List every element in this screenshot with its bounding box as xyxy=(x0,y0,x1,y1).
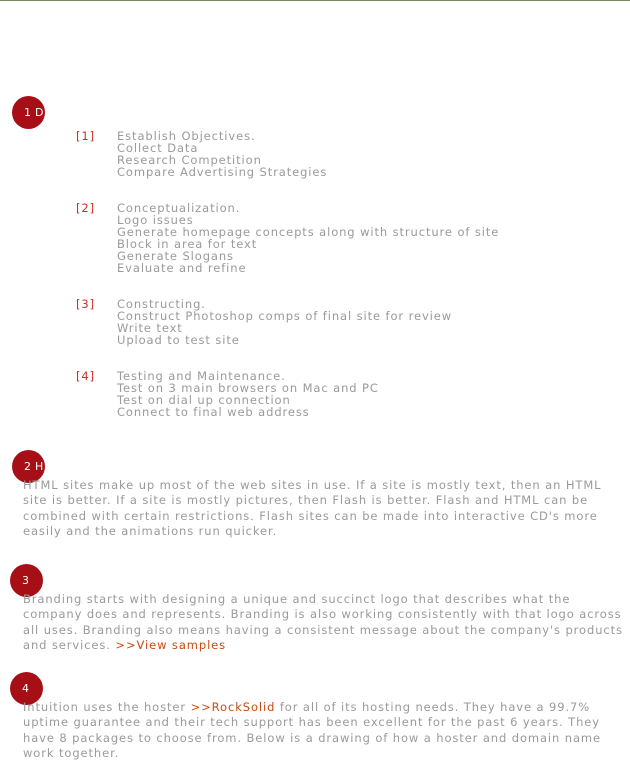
step-detail: Connect to final web address xyxy=(117,405,310,419)
link-arrows: >> xyxy=(115,637,137,652)
step-detail: Generate homepage concepts along with structure of site xyxy=(117,225,500,239)
hosting-paragraph xyxy=(23,700,630,761)
step-detail: Test on dial up connection xyxy=(117,393,291,407)
hosting-text-end: for all of its hosting needs. They have a 99.7% uptime guarantee and their tech support has been excellent for the past 6 years. They have 8 packages to choose from. Below is a drawing of how a hoster and domain name work together. xyxy=(23,700,601,760)
link-initial: R xyxy=(211,700,221,714)
step-title: Constructing. xyxy=(117,297,206,311)
step-detail: Compare Advertising Strategies xyxy=(117,165,328,179)
link-initial: V xyxy=(136,637,145,652)
rocksolid-link[interactable] xyxy=(191,700,276,714)
step-number: [3] xyxy=(76,297,95,311)
step-detail: Logo issues xyxy=(117,213,194,227)
top-divider xyxy=(0,0,630,1)
step-detail: Generate Slogans xyxy=(117,249,234,263)
badge-number: 1 xyxy=(24,106,31,119)
step-title: Testing and Maintenance. xyxy=(117,369,286,383)
step-number: [4] xyxy=(76,369,95,383)
step-detail: Collect Data xyxy=(117,141,199,155)
step-detail: Research Competition xyxy=(117,153,262,167)
branding-text: Branding starts with designing a unique and succinct logo that describes what the company does and represents. Branding is also working consistently with that logo across all uses. Branding also means having a consistent message about the company's products and services. xyxy=(23,592,623,652)
step-detail: Construct Photoshop comps of final site for review xyxy=(117,309,453,323)
step-detail: Test on 3 main browsers on Mac and PC xyxy=(117,381,379,395)
view-samples-link[interactable] xyxy=(115,638,226,652)
link-text: iew samples xyxy=(145,637,227,652)
link-text: ockSolid xyxy=(220,700,276,714)
badge-heading-fragment: D xyxy=(35,106,44,119)
step-title: Establish Objectives. xyxy=(117,129,256,143)
link-arrows: >> xyxy=(190,700,212,714)
step-number: [1] xyxy=(76,129,95,143)
badge-number: 4 xyxy=(22,682,29,695)
html-vs-flash-paragraph: HTML sites make up most of the web sites in use. If a site is mostly text, then an HTML site is better. If a site is mostly pictures, then Flash is better. Flash and HTML can be combined with certain restrictions. Flash sites can be made into interactive CD's more easily and the animations run quicker. xyxy=(23,478,602,538)
step-detail: Block in area for text xyxy=(117,237,258,251)
badge-heading-fragment: H xyxy=(35,460,44,473)
hosting-text-start: Intuition uses the hoster xyxy=(23,700,191,714)
step-title: Conceptualization. xyxy=(117,201,241,215)
section-number-badge xyxy=(12,96,45,129)
step-detail: Upload to test site xyxy=(117,333,240,347)
branding-paragraph xyxy=(23,592,630,653)
step-detail: Write text xyxy=(117,321,183,335)
badge-number: 2 xyxy=(24,460,31,473)
step-number: [2] xyxy=(76,201,95,215)
badge-number: 3 xyxy=(22,574,29,587)
step-detail: Evaluate and refine xyxy=(117,261,247,275)
